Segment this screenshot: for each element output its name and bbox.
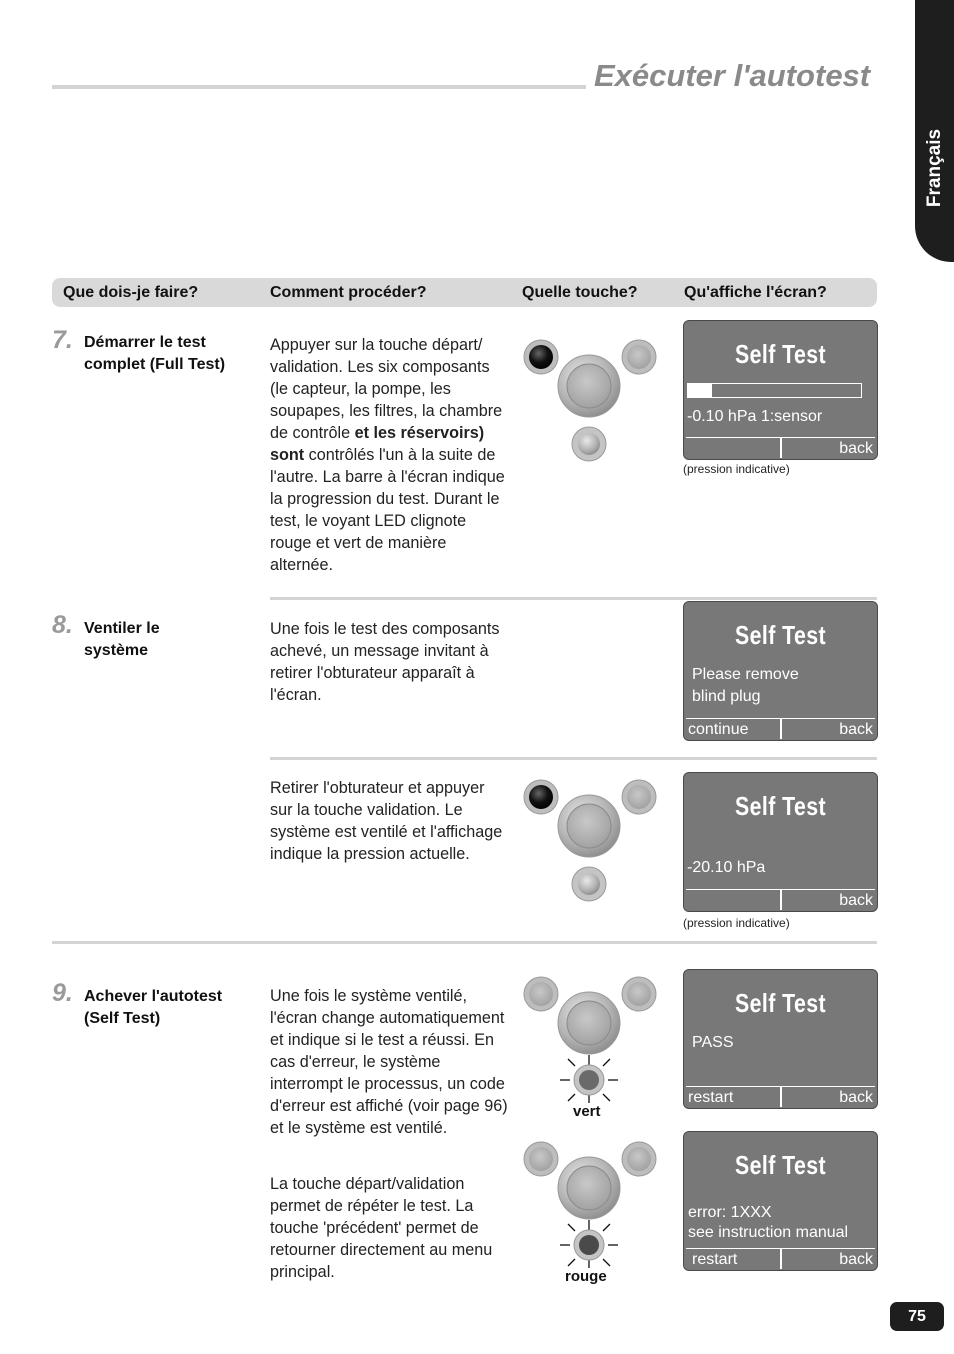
keypad-step-8	[520, 778, 660, 908]
screen-pressure-line: -20.10 hPa	[687, 859, 766, 876]
header-what: Que dois-je faire?	[63, 284, 199, 301]
screen-pressure-line: -0.10 hPa 1:sensor	[687, 408, 823, 425]
row-divider	[270, 597, 877, 600]
step-8b-text: Retirer l'obturateur et appuyer sur la touche validation. Le système est ventilé et l'affichage indique la pression actuelle.	[270, 779, 503, 863]
test-progress-bar	[687, 383, 862, 398]
led-red-label: rouge	[565, 1268, 607, 1285]
screen-title: Self Test	[735, 620, 826, 650]
page-title: Exécuter l'autotest	[594, 58, 871, 93]
screen-title: Self Test	[735, 339, 826, 369]
softkey-bar	[686, 1248, 875, 1269]
softkey-bar	[686, 889, 875, 910]
softkey-restart: restart	[688, 1089, 734, 1106]
led-green-label: vert	[573, 1103, 601, 1120]
section-divider	[52, 941, 877, 944]
softkey-divider	[780, 1087, 782, 1107]
step-9-title: Achever l'autotest (Self Test)	[84, 988, 223, 1027]
screen-error-line-2: see instruction manual	[688, 1224, 849, 1241]
screen-message-line-2: blind plug	[692, 688, 761, 705]
display-remove-blind-plug	[683, 601, 878, 741]
keypad-step-7	[520, 336, 660, 466]
led-dark-icon	[529, 785, 553, 809]
title-rule	[52, 85, 586, 89]
page-number: 75	[890, 1302, 944, 1331]
softkey-back: back	[839, 892, 873, 909]
progress-fill	[688, 384, 712, 397]
step-9-text-2: La touche départ/validation permet de répéter le test. La touche 'précédent' permet de retourner directement au menu principal.	[270, 1175, 493, 1281]
softkey-restart: restart	[692, 1251, 738, 1268]
pressure-note: (pression indicative)	[683, 916, 790, 930]
step-9-number: 9.	[52, 979, 73, 1007]
language-tab-label: Français	[924, 128, 945, 208]
pressure-note: (pression indicative)	[683, 462, 790, 476]
softkey-divider	[780, 1249, 782, 1269]
step-7-number: 7.	[52, 326, 73, 354]
step-8-title: Ventiler le système	[84, 620, 160, 659]
header-screen: Qu'affiche l'écran?	[684, 284, 827, 301]
display-error	[683, 1131, 878, 1271]
screen-error-line-1: error: 1XXX	[688, 1204, 772, 1221]
led-dark-icon	[529, 345, 553, 369]
header-key: Quelle touche?	[522, 284, 638, 301]
step-8-number: 8.	[52, 611, 73, 639]
header-how: Comment procéder?	[270, 284, 427, 301]
softkey-divider	[780, 890, 782, 910]
softkey-back: back	[839, 440, 873, 457]
softkey-bar	[686, 437, 875, 458]
display-pass	[683, 969, 878, 1109]
step-9-text: Une fois le système ventilé, l'écran change automatiquement et indique si le test a réussi. En cas d'erreur, le système interrompt le processus, un code d'erreur est affiché (voir page 96) et le système est ventilé.	[270, 987, 508, 1137]
step-8-text: Une fois le test des composants achevé, un message invitant à retirer l'obturateur apparaît à l'écran.	[270, 620, 500, 704]
softkey-back: back	[839, 1251, 873, 1268]
screen-title: Self Test	[735, 1150, 826, 1180]
screen-message-line-1: Please remove	[692, 666, 799, 683]
softkey-divider	[780, 719, 782, 739]
screen-title: Self Test	[735, 791, 826, 821]
row-divider	[270, 757, 877, 760]
display-self-test-progress	[683, 320, 878, 460]
softkey-bar	[686, 1086, 875, 1107]
keypad-step-9-green	[520, 975, 660, 1105]
step-7-title: Démarrer le test complet (Full Test)	[84, 334, 226, 373]
screen-result-line: PASS	[692, 1034, 734, 1051]
softkey-back: back	[839, 721, 873, 738]
keypad-step-9-red	[520, 1140, 660, 1270]
screen-title: Self Test	[735, 988, 826, 1018]
softkey-divider	[780, 438, 782, 458]
softkey-bar	[686, 718, 875, 739]
display-pressure-vent	[683, 772, 878, 912]
softkey-continue: continue	[688, 721, 749, 738]
step-7-text: Appuyer sur la touche départ/ validation. Les six composants (le capteur, la pompe, les soupapes, les filtres, la chambre de contrôle et les réservoirs) sont contrôlés l'un à la suite de l'autre. La barre à l'écran indique la progression du test. Durant le test, le voyant LED clignote rouge et vert de manière alternée.	[270, 336, 505, 574]
softkey-back: back	[839, 1089, 873, 1106]
